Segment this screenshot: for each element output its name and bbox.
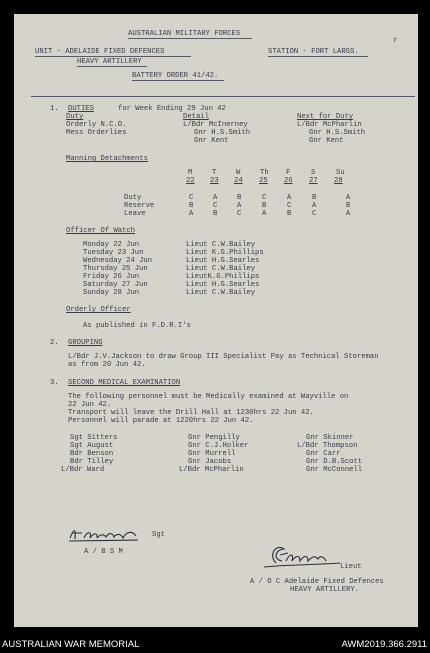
day-thu: Th bbox=[260, 169, 269, 177]
day-sun: Su bbox=[336, 169, 345, 177]
unit-underline bbox=[35, 56, 191, 57]
manning-reserve-wed: A bbox=[237, 202, 242, 210]
sec2-title: GROUPING bbox=[68, 339, 103, 347]
manning-duty-thu: C bbox=[262, 194, 267, 202]
date-27: 27 bbox=[309, 177, 318, 185]
watch-officer-7: Lieut C.W.Bailey bbox=[186, 289, 256, 297]
manning-leave-sun: A bbox=[346, 210, 351, 218]
date-25: 25 bbox=[259, 177, 268, 185]
sec2-line-2: as from 20 Jun 42. bbox=[68, 361, 146, 369]
personnel-col3-1: Gnr Skinner bbox=[306, 434, 354, 442]
battery-order-title: BATTERY ORDER 41/42. bbox=[132, 72, 219, 80]
right-signature-rank: Lieut bbox=[340, 563, 362, 571]
duty-row-1-next: L/Bdr McPharlin bbox=[297, 121, 362, 129]
personnel-col3-4: Gnr D.B.Scott bbox=[306, 458, 363, 466]
personnel-col3-5: Gnr McConnell bbox=[306, 466, 363, 474]
next-column-head: Next for Duty bbox=[297, 113, 354, 121]
manning-leave-tue: B bbox=[213, 210, 218, 218]
manning-reserve-mon: B bbox=[189, 202, 194, 210]
footer-credit: AUSTRALIAN WAR MEMORIAL bbox=[2, 639, 140, 650]
personnel-col3-3: Gnr Carr bbox=[306, 450, 341, 458]
manning-reserve-sat: A bbox=[312, 202, 317, 210]
sec1-number: 1. bbox=[50, 105, 59, 113]
manning-duty-sun: A bbox=[346, 194, 351, 202]
personnel-col1-1: Sgt Sitters bbox=[70, 434, 118, 442]
manning-reserve-thu: B bbox=[262, 202, 267, 210]
manning-duty-wed: B bbox=[237, 194, 242, 202]
header-underline bbox=[128, 38, 252, 39]
unit-sub: HEAVY ARTILLERY bbox=[77, 58, 142, 66]
watch-officer-3: Lieut H.G.Searles bbox=[186, 257, 260, 265]
manning-duty-mon: C bbox=[189, 194, 194, 202]
right-signature bbox=[262, 541, 342, 571]
personnel-col3-2: L/Bdr Thompson bbox=[297, 442, 358, 450]
personnel-col1-2: Sgt August bbox=[70, 442, 114, 450]
station-underline bbox=[268, 56, 368, 57]
day-fri: F bbox=[286, 169, 291, 177]
date-24: 24 bbox=[234, 177, 243, 185]
manning-leave-sat: C bbox=[312, 210, 317, 218]
sec2-number: 2. bbox=[50, 339, 59, 347]
footer-accession-number: AWM2019.366.2911 bbox=[341, 639, 427, 650]
manning-label-duty: Duty bbox=[124, 194, 142, 202]
manning-label-leave: Leave bbox=[124, 210, 146, 218]
watch-day-7: Sunday 28 Jun bbox=[83, 289, 140, 297]
sec2-line-1: L/Bdr J.V.Jackson to draw Group III Specialist Pay as Technical Storeman bbox=[68, 353, 379, 361]
personnel-col2-4: Gnr Jacobs bbox=[188, 458, 232, 466]
watch-officer-1: Lieut C.W.Bailey bbox=[186, 241, 256, 249]
day-sat: S bbox=[311, 169, 316, 177]
detail-column-head: Detail bbox=[183, 113, 209, 121]
divider-rule bbox=[31, 96, 415, 97]
watch-officer-4: Lieut C.W.Bailey bbox=[186, 265, 256, 273]
manning-duty-fri: A bbox=[287, 194, 292, 202]
watch-day-2: Tuesday 23 Jun bbox=[83, 249, 144, 257]
left-signature bbox=[66, 524, 146, 544]
date-23: 23 bbox=[210, 177, 219, 185]
personnel-col2-2: Gnr C.J.Holker bbox=[188, 442, 249, 450]
manning-duty-sat: B bbox=[312, 194, 317, 202]
sec3-title: SECOND MEDICAL EXAMINATION bbox=[68, 379, 181, 387]
duty-column-head: Duty bbox=[66, 113, 84, 121]
day-wed: W bbox=[236, 169, 241, 177]
manning-title: Manning Detachments bbox=[66, 155, 148, 163]
day-mon: M bbox=[188, 169, 193, 177]
date-26: 26 bbox=[284, 177, 293, 185]
manning-reserve-sun: B bbox=[346, 202, 351, 210]
personnel-col2-3: Gnr Murrell bbox=[188, 450, 236, 458]
orderly-officer-text: As published in F.D.R.I's bbox=[83, 322, 191, 330]
manning-leave-wed: C bbox=[237, 210, 242, 218]
manning-leave-fri: B bbox=[287, 210, 292, 218]
battery-order-underline bbox=[132, 80, 224, 81]
duty-row-1-duty: Orderly N.C.O. bbox=[66, 121, 127, 129]
personnel-col1-3: Bdr Benson bbox=[70, 450, 114, 458]
unit-line: UNIT - ADELAIDE FIXED DEFENCES bbox=[35, 48, 165, 56]
sec3-line-2: 22 Jun 42. bbox=[68, 401, 112, 409]
sec3-line-1: The following personnel must be Medically examined at Wayville on bbox=[68, 393, 349, 401]
right-signature-role-1: A / O C Adelaide Fixed Defences bbox=[250, 578, 384, 586]
manning-leave-thu: A bbox=[262, 210, 267, 218]
duty-row-2-duty: Mess Orderlies bbox=[66, 129, 127, 137]
org-header: AUSTRALIAN MILITARY FORCES bbox=[128, 30, 241, 38]
watch-day-4: Thursday 25 Jun bbox=[83, 265, 148, 273]
left-signature-rank: Sgt bbox=[152, 531, 165, 539]
manning-leave-mon: A bbox=[189, 210, 194, 218]
corner-mark: r bbox=[393, 37, 398, 45]
duty-row-1-detail: L/Bdr McInerney bbox=[183, 121, 248, 129]
personnel-col1-4: Bdr Tilley bbox=[70, 458, 114, 466]
watch-day-6: Saturday 27 Jun bbox=[83, 281, 148, 289]
watch-day-5: Friday 26 Jun bbox=[83, 273, 140, 281]
manning-reserve-fri: C bbox=[287, 202, 292, 210]
watch-day-3: Wednesday 24 Jun bbox=[83, 257, 153, 265]
watch-title: Officer Of Watch bbox=[66, 227, 136, 235]
right-signature-role-2: HEAVY ARTILLERY. bbox=[290, 586, 360, 594]
watch-day-1: Monday 22 Jun bbox=[83, 241, 140, 249]
personnel-col2-5: L/Bdr McPharlin bbox=[179, 466, 244, 474]
date-28: 28 bbox=[334, 177, 343, 185]
footer-bar bbox=[0, 637, 430, 653]
unit-sub-underline bbox=[77, 66, 147, 67]
manning-label-reserve: Reserve bbox=[124, 202, 155, 210]
sec3-line-3: Transport will leave the Drill Hall at 1230hrs 22 Jun 42. bbox=[68, 409, 314, 417]
watch-officer-5: LieutK.G.Phillips bbox=[186, 273, 260, 281]
watch-officer-6: Lieut H.G.Searles bbox=[186, 281, 260, 289]
sec3-line-4: Personnel will parade at 1220hrs 22 Jun 42. bbox=[68, 417, 254, 425]
manning-reserve-tue: C bbox=[213, 202, 218, 210]
sec1-week: for Week Ending 29 Jun 42 bbox=[118, 105, 226, 113]
orderly-officer-title: Orderly Officer bbox=[66, 306, 131, 314]
date-22: 22 bbox=[186, 177, 195, 185]
duty-row-3-next: Gnr Kent bbox=[309, 137, 344, 145]
day-tue: T bbox=[212, 169, 217, 177]
manning-duty-tue: A bbox=[213, 194, 218, 202]
duty-row-2-next: Gnr H.S.Smith bbox=[309, 129, 366, 137]
duty-row-3-detail: Gnr Kent bbox=[194, 137, 229, 145]
sec1-title: DUTIES bbox=[68, 105, 94, 113]
personnel-col1-5: L/Bdr Ward bbox=[61, 466, 105, 474]
personnel-col2-1: Gnr Pengilly bbox=[188, 434, 240, 442]
duty-row-2-detail: Gnr H.S.Smith bbox=[194, 129, 251, 137]
sec3-number: 3. bbox=[50, 379, 59, 387]
watch-officer-2: Lieut K.G.Phillips bbox=[186, 249, 264, 257]
left-signature-role: A / B S M bbox=[84, 548, 123, 556]
station-line: STATION - FORT LARGS. bbox=[268, 48, 359, 56]
